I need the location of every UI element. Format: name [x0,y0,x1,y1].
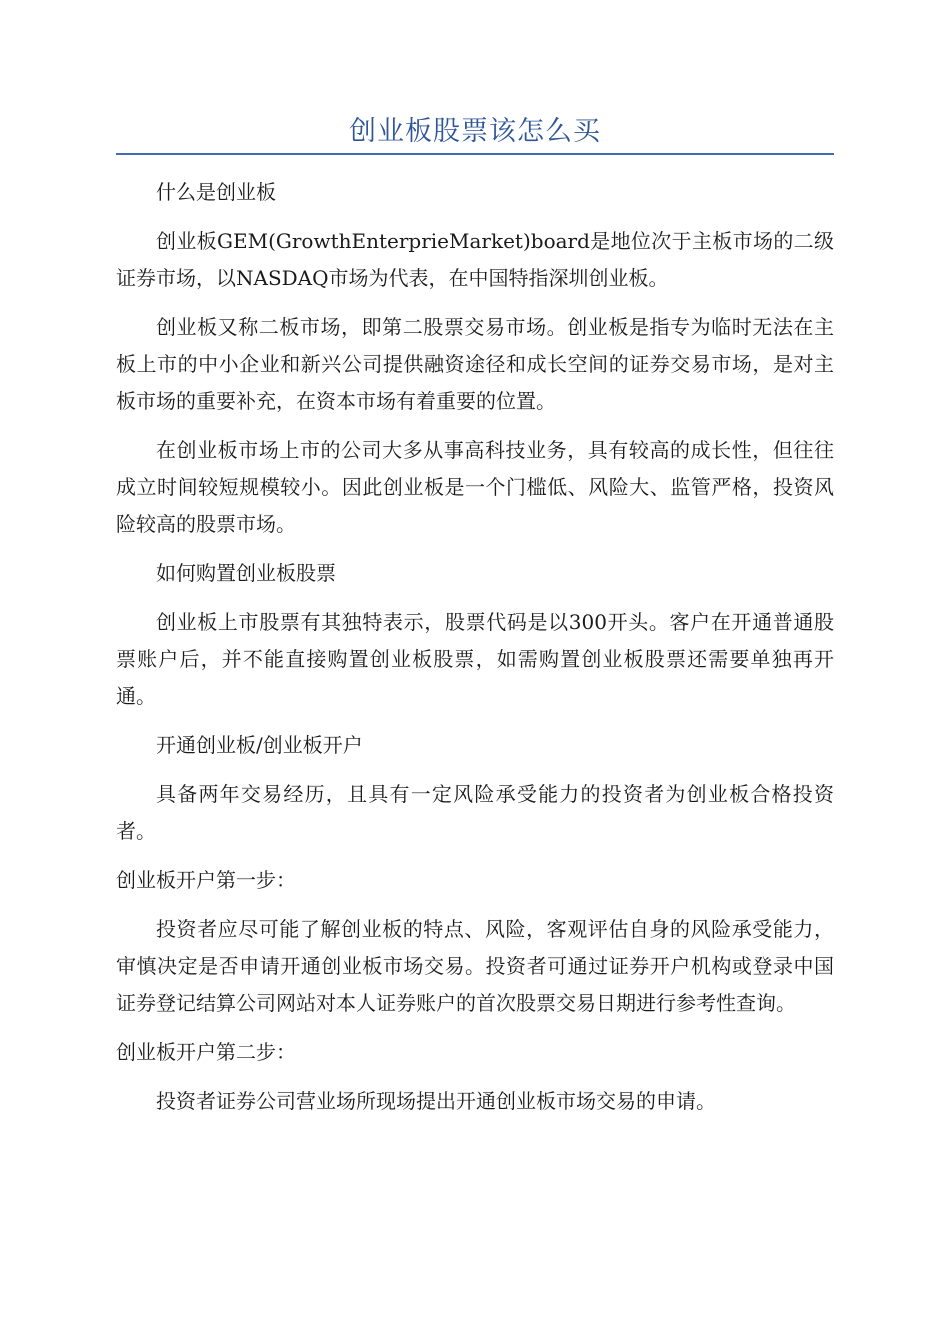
paragraph-4: 在创业板市场上市的公司大多从事高科技业务，具有较高的成长性，但往往成立时间较短规模较小。因此创业板是一个门槛低、风险大、监管严格，投资风险较高的股票市场。 [116,438,834,536]
document-title: 创业板股票该怎么买 [349,116,601,147]
paragraph-7: 开通创业板/创业板开户 [156,733,363,757]
paragraph-3: 创业板又称二板市场，即第二股票交易市场。创业板是指专为临时无法在主板上市的中小企业和新兴公司提供融资途径和成长空间的证券交易市场，是对主板市场的重要补充，在资本市场有着重要的位置。 [116,315,834,413]
paragraph-2: 创业板GEM(GrowthEnterprieMarket)board是地位次于主板市场的二级证券市场，以NASDAQ市场为代表，在中国特指深圳创业板。 [116,229,834,290]
paragraph-6: 创业板上市股票有其独特表示，股票代码是以300开头。客户在开通普通股票账户后，并不能直接购置创业板股票，如需购置创业板股票还需要单独再开通。 [116,610,834,708]
document-body [116,174,834,1132]
title-underline [116,153,834,155]
paragraph-10: 投资者应尽可能了解创业板的特点、风险，客观评估自身的风险承受能力，审慎决定是否申请开通创业板市场交易。投资者可通过证券开户机构或登录中国证券登记结算公司网站对本人证券账户的首次股票交易日期进行参考性查询。 [116,917,834,1015]
paragraph-1: 什么是创业板 [156,180,276,204]
paragraph-11: 创业板开户第二步： [116,1040,296,1064]
paragraph-12: 投资者证券公司营业场所现场提出开通创业板市场交易的申请。 [156,1089,716,1113]
paragraph-5: 如何购置创业板股票 [156,561,336,585]
paragraph-9: 创业板开户第一步： [116,868,296,892]
paragraph-8: 具备两年交易经历，且具有一定风险承受能力的投资者为创业板合格投资者。 [116,782,834,843]
